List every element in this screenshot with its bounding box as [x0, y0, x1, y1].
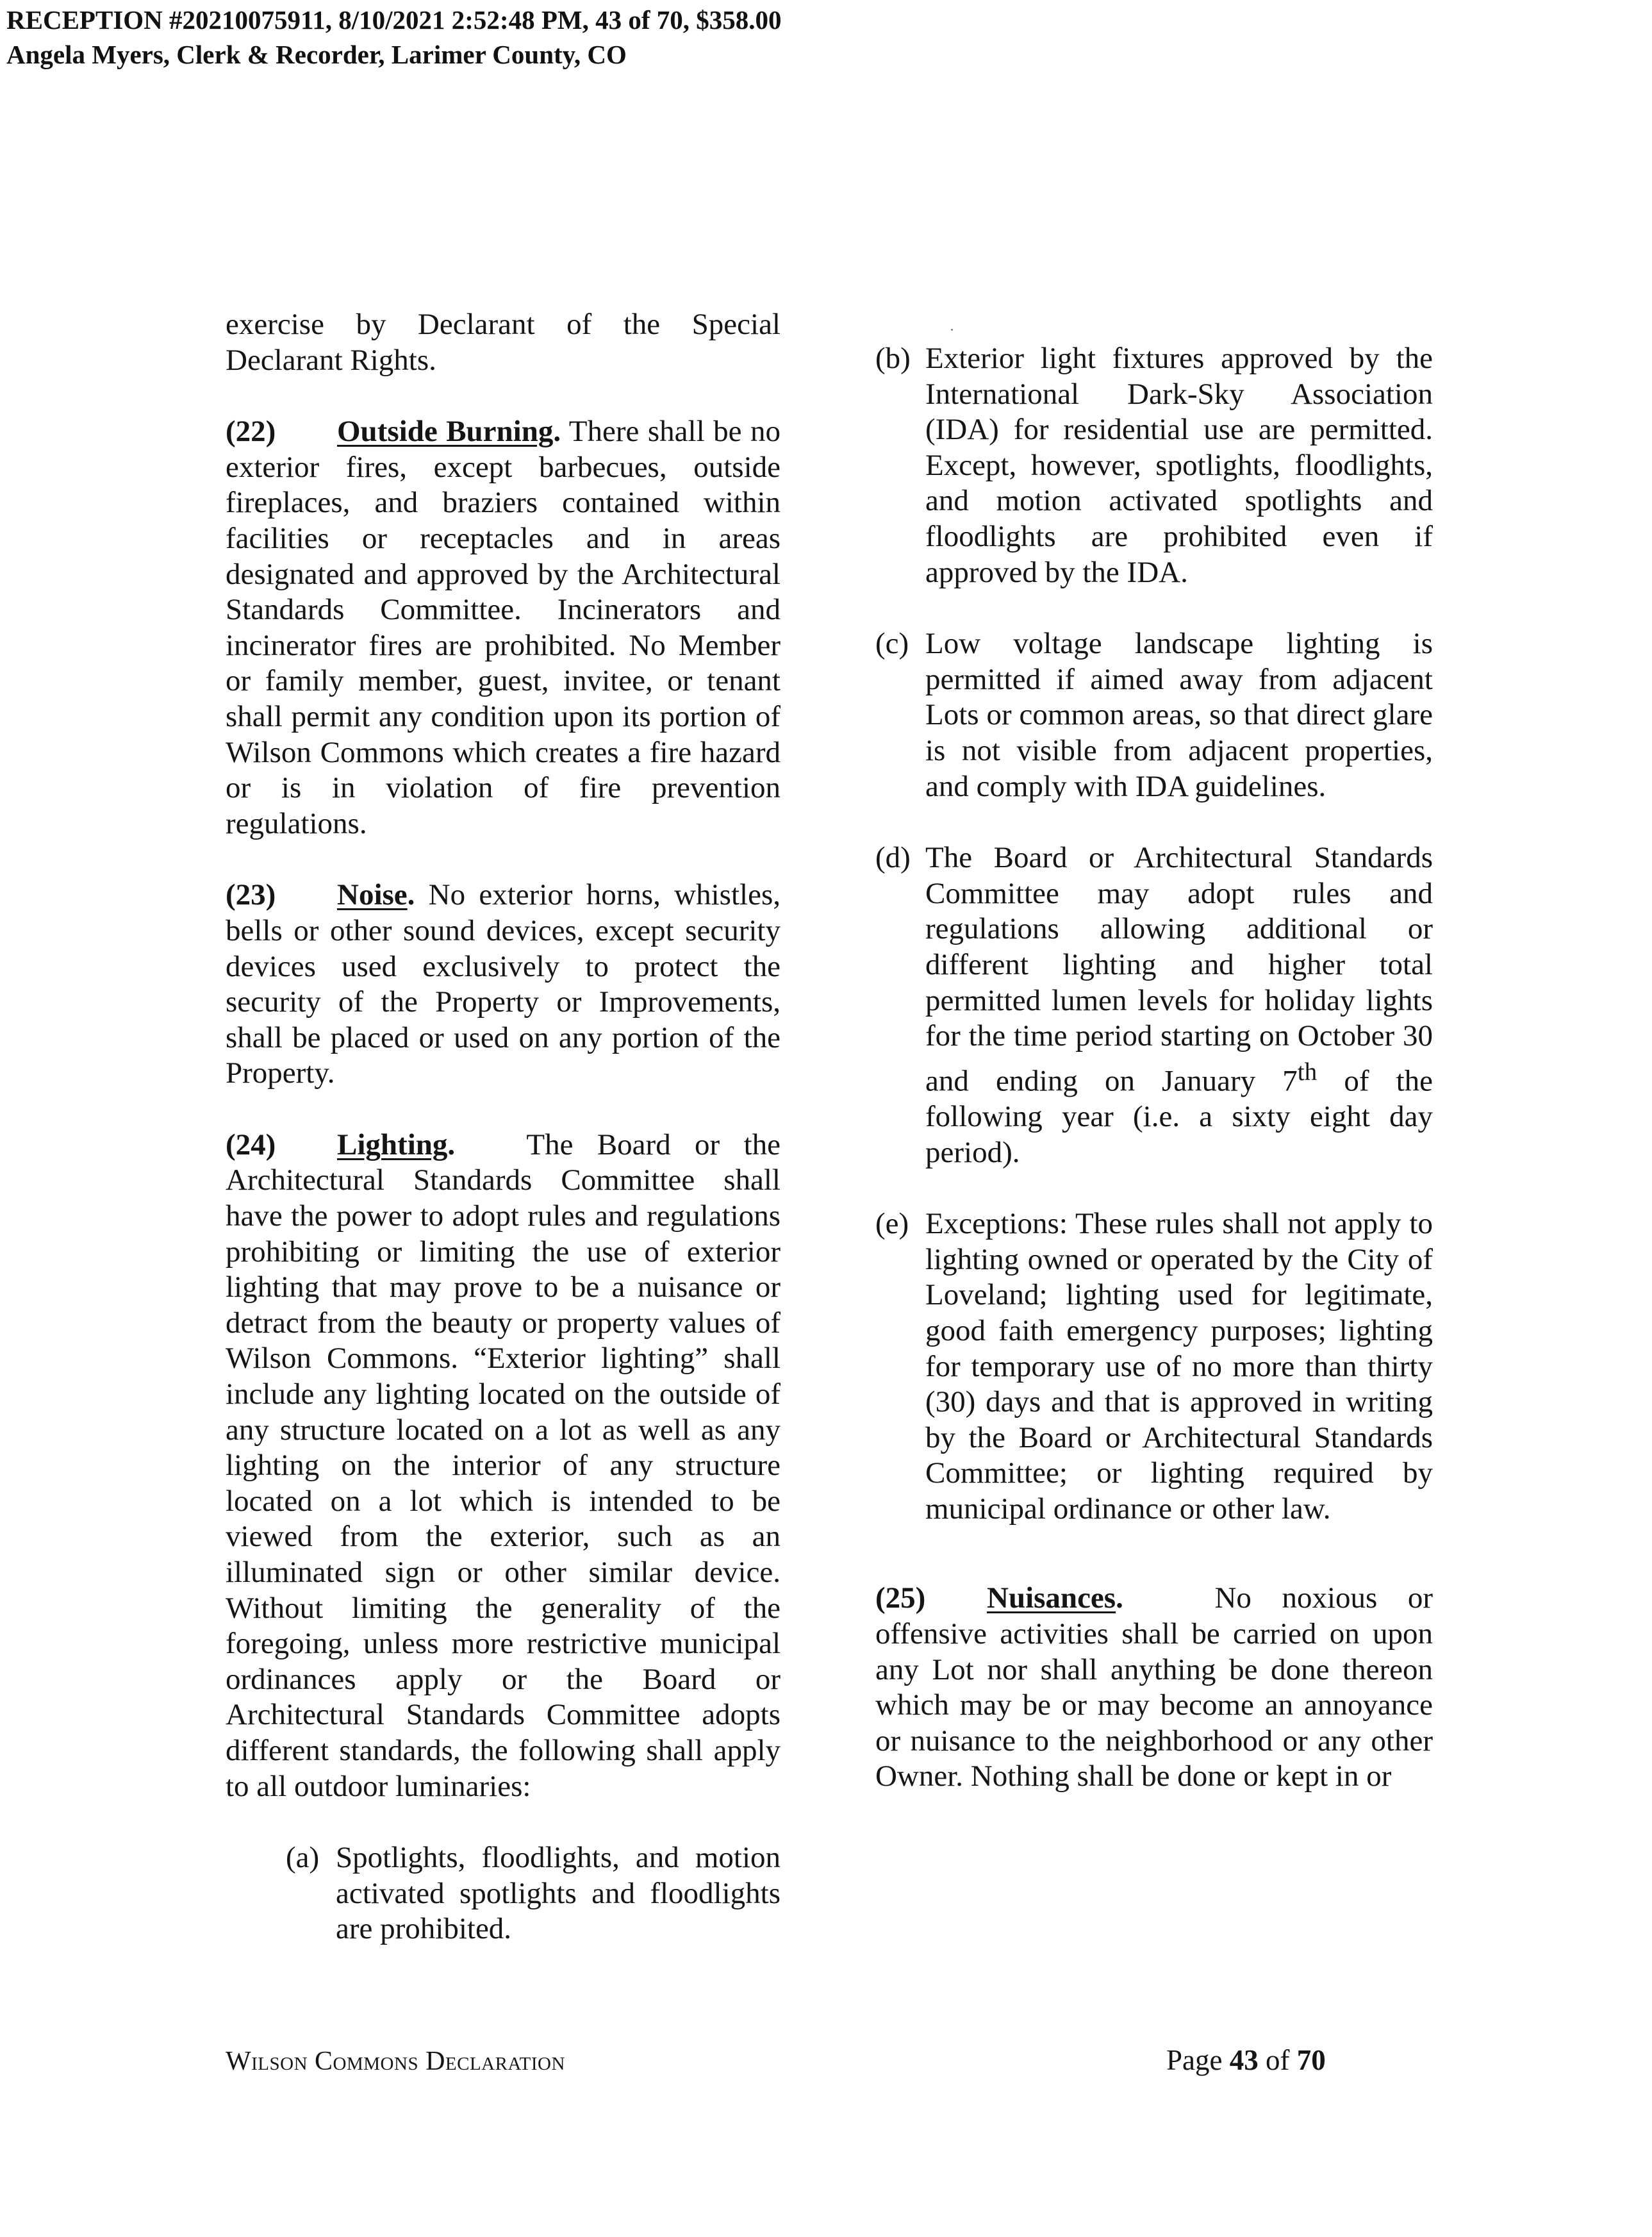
right-column	[875, 341, 1433, 1831]
scan-speck	[951, 329, 953, 331]
section-number: (25)	[875, 1581, 926, 1615]
list-item-label: (c)	[875, 627, 909, 661]
section-25-nuisances: (25) Nuisances. No noxious or offensive activities shall be carried on upon any Lot nor shall anything be done thereon which may be or may become an annoyance or nuisance to the neighborhood or any other Owner. Nothing shall be done or kept in or	[875, 1581, 1433, 1793]
section-22-outside-burning: (22) Outside Burning. There shall be no exterior fires, except barbecues, outside fireplaces, and braziers contained within facilities or receptacles and in areas designated and approved by the Architectural Standards Committee. Incinerators and incinerator fires are prohibited. No Member or family member, guest, invitee, or tenant shall permit any condition upon its portion of Wilson Commons which creates a fire hazard or is in violation of fire prevention regulations.	[226, 415, 781, 840]
list-item-text: Spotlights, floodlights, and motion activated spotlights and floodlights are prohibited.	[336, 1841, 781, 1946]
intro-paragraph: exercise by Declarant of the Special Declarant Rights.	[226, 308, 781, 377]
list-item-text: Exceptions: These rules shall not apply to lighting owned or operated by the City of Loveland; lighting used for legitimate, good faith emergency purposes; lighting for temporary use of no more than thirty (30) days and that is approved in writing by the Board or Architectural Standards Committee; or lighting required by municipal ordinance or other law.	[925, 1207, 1433, 1526]
recording-stamp	[6, 3, 781, 72]
list-item-label: (a)	[286, 1841, 320, 1875]
list-item-d	[875, 840, 1433, 1170]
section-23-noise: (23) Noise. No exterior horns, whistles, bells or other sound devices, except security devices used exclusively to protect the security of the Property or Improvements, shall be placed or used on any portion of the Property.	[226, 878, 781, 1090]
footer-document-title: Wilson Commons Declaration	[226, 2047, 565, 2076]
section-number: (24)	[226, 1127, 276, 1161]
list-item-text: Low voltage landscape lighting is permitted if aimed away from adjacent Lots or common areas, so that direct glare is not visible from adjacent properties, and comply with IDA guidelines.	[925, 627, 1433, 803]
total-pages: 70	[1296, 2044, 1326, 2076]
section-body: No exterior horns, whistles, bells or other sound devices, except security devices used exclusively to protect the security of the Property or Improvements, shall be placed or used on any portion of the Property.	[226, 878, 781, 1090]
section-body: There shall be no exterior fires, except barbecues, outside fireplaces, and braziers contained within facilities or receptacles and in areas designated and approved by the Architectural Standards Committee. Incinerators and incinerator fires are prohibited. No Member or family member, guest, invitee, or tenant shall permit any condition upon its portion of Wilson Commons which creates a fire hazard or is in violation of fire prevention regulations.	[226, 415, 781, 840]
section-number: (23)	[226, 878, 276, 912]
list-item-label: (d)	[875, 841, 911, 875]
left-column	[226, 307, 781, 1983]
current-page: 43	[1229, 2044, 1259, 2076]
list-item-b	[875, 341, 1433, 590]
page-prefix: Page	[1166, 2044, 1230, 2076]
list-item-text-part: of the following year (i.e. a sixty eight day period).	[925, 1064, 1433, 1169]
list-item-c	[875, 626, 1433, 804]
section-heading: Lighting	[337, 1127, 448, 1161]
list-item-text: Exterior light fixtures approved by the International Dark-Sky Association (IDA) for residential use are permitted. Except, however, spotlights, floodlights, and motion activated spotlights and floodlights are prohibited even if approved by the IDA.	[925, 342, 1433, 589]
section-heading: Noise	[337, 878, 408, 912]
stamp-reception-line: RECEPTION #20210075911, 8/10/2021 2:52:48 PM, 43 of 70, $358.00	[6, 5, 782, 35]
stamp-recorder-line: Angela Myers, Clerk & Recorder, Larimer County, CO	[6, 40, 627, 69]
section-heading: Nuisances	[987, 1581, 1116, 1615]
list-item-text-part: The Board or Architectural Standards Committee may adopt rules and regulations allowing additional or different lighting and higher total permitted lumen levels for holiday lights for the time period starting on October 30 and ending on January 7	[925, 841, 1433, 1098]
list-item-label: (e)	[875, 1207, 909, 1241]
section-body: No noxious or offensive activities shall be carried on upon any Lot nor shall anything be done thereon which may be or may become an annoyance or nuisance to the neighborhood or any other Owner. Nothing shall be done or kept in or	[875, 1581, 1433, 1793]
ordinal-suffix: th	[1297, 1058, 1317, 1086]
section-body: The Board or the Architectural Standards Committee shall have the power to adopt rules and regulations prohibiting or limiting the use of exterior lighting that may prove to be a nuisance or detract from the beauty or property values of Wilson Commons. “Exterior lighting” shall include any lighting located on the outside of any structure located on a lot as well as any lighting on the interior of any structure located on a lot which is intended to be viewed from the exterior, such as an illuminated sign or other similar device. Without limiting the generality of the foregoing, unless more restrictive municipal ordinances apply or the Board or Architectural Standards Committee adopts different standards, the following shall apply to all outdoor luminaries:	[226, 1127, 781, 1803]
footer-page-number	[1166, 2043, 1326, 2077]
section-heading: Outside Burning	[337, 415, 554, 449]
section-number: (22)	[226, 415, 276, 449]
list-item-label: (b)	[875, 342, 911, 375]
list-item-a	[226, 1840, 781, 1947]
section-24-lighting: (24) Lighting. The Board or the Architectural Standards Committee shall have the power to adopt rules and regulations prohibiting or limiting the use of exterior lighting that may prove to be a nuisance or detract from the beauty or property values of Wilson Commons. “Exterior lighting” shall include any lighting located on the outside of any structure located on a lot as well as any lighting on the interior of any structure located on a lot which is intended to be viewed from the exterior, such as an illuminated sign or other similar device. Without limiting the generality of the foregoing, unless more restrictive municipal ordinances apply or the Board or Architectural Standards Committee adopts different standards, the following shall apply to all outdoor luminaries:	[226, 1127, 781, 1803]
page-of: of	[1258, 2044, 1297, 2076]
list-item-text	[925, 840, 1433, 1170]
list-item-e	[875, 1206, 1433, 1527]
